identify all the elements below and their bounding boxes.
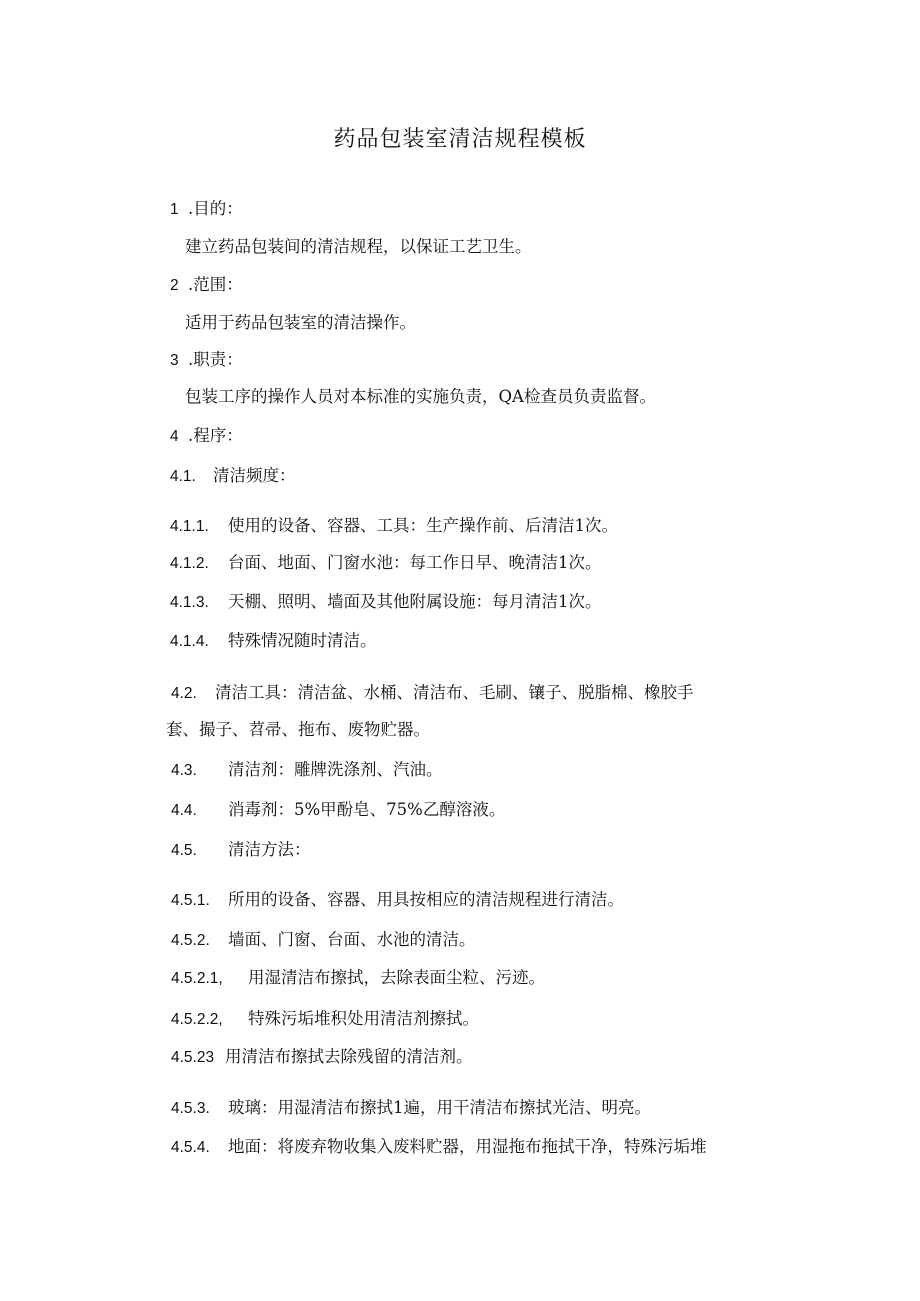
paragraph-text: 包装工序的操作人员对本标准的实施负责，QA检查员负责监督。 <box>185 387 656 406</box>
document-title: 药品包装室清洁规程模板 <box>333 127 587 152</box>
clause-number: 4.5.3. <box>171 1100 210 1117</box>
section-number: 4 <box>170 428 179 445</box>
clause-text: 墙面、门窗、台面、水池的清洁。 <box>228 930 476 949</box>
paragraph-text: 适用于药品包装室的清洁操作。 <box>185 313 416 332</box>
clause <box>170 553 602 574</box>
clause <box>171 1098 651 1119</box>
paragraph-continuation <box>166 720 430 740</box>
clause-text: 清洁方法： <box>228 840 311 859</box>
clause-text: 使用的设备、容器、工具：生产操作前、后清洁1次。 <box>228 516 618 535</box>
clause-text: 消毒剂：5%甲酚皂、75%乙醇溶液。 <box>228 800 506 819</box>
clause-number: 4.5.2.2, <box>171 1011 223 1028</box>
clause-text: 玻璃：用湿清洁布擦拭1遍，用干清洁布擦拭光洁、明亮。 <box>228 1098 651 1117</box>
clause-number: 4.5.1. <box>171 892 210 909</box>
section-heading <box>170 199 243 220</box>
clause-text: 用湿清洁布擦拭，去除表面尘粒、污迹。 <box>248 968 545 987</box>
clause-number: 4.5.2. <box>171 932 210 949</box>
clause <box>170 631 377 652</box>
clause-text: 清洁频度： <box>213 466 296 485</box>
clause-number: 4.2. <box>171 685 197 702</box>
clause-number: 4.1.2. <box>170 555 209 572</box>
clause <box>171 968 545 989</box>
clause-text: 清洁工具：清洁盆、水桶、清洁布、毛刷、镶子、脱脂棉、橡胶手 <box>215 683 694 702</box>
paragraph <box>185 313 416 333</box>
clause-number: 4.3. <box>171 762 197 779</box>
clause-number: 4.1.4. <box>170 633 209 650</box>
section-number: 2 <box>170 277 179 294</box>
clause <box>171 1047 473 1068</box>
clause-text: 天棚、照明、墙面及其他附属设施：每月清洁1次。 <box>228 592 602 611</box>
paragraph <box>185 237 532 257</box>
clause-number: 4.1.1. <box>170 518 209 535</box>
clause-text: 特殊污垢堆积处用清洁剂擦拭。 <box>248 1009 479 1028</box>
section-heading <box>170 275 243 296</box>
clause <box>171 840 311 861</box>
clause <box>170 516 618 537</box>
clause <box>170 466 296 487</box>
paragraph-text: 建立药品包装间的清洁规程，以保证工艺卫生。 <box>185 237 532 256</box>
clause <box>171 1009 479 1030</box>
clause-number: 4.1. <box>170 468 196 485</box>
clause <box>170 592 602 613</box>
clause-text: 特殊情况随时清洁。 <box>228 631 377 650</box>
paragraph <box>185 387 656 407</box>
clause-text: 台面、地面、门窗水池：每工作日早、晚清洁1次。 <box>228 553 602 572</box>
clause <box>171 760 443 781</box>
paragraph-text: 套、撮子、苕帚、拖布、废物贮器。 <box>166 720 430 739</box>
clause-number: 4.1.3. <box>170 594 209 611</box>
clause <box>171 800 505 821</box>
section-text: .职责： <box>188 350 243 369</box>
clause-number: 4.5.4. <box>171 1139 210 1156</box>
clause <box>171 1137 707 1158</box>
clause-text: 清洁剂：雕牌洗涤剂、汽油。 <box>228 760 443 779</box>
section-text: .目的： <box>188 199 243 218</box>
clause-text: 用清洁布擦拭去除残留的清洁剂。 <box>225 1047 473 1066</box>
clause-number: 4.5.23 <box>171 1049 215 1066</box>
clause-number: 4.5. <box>171 842 197 859</box>
clause-number: 4.5.2.1, <box>171 970 223 987</box>
section-number: 3 <box>170 352 179 369</box>
section-text: .程序： <box>188 426 243 445</box>
clause <box>171 890 624 911</box>
clause-number: 4.4. <box>171 802 197 819</box>
clause-text: 地面：将废弃物收集入废料贮器，用湿拖布拖拭干净，特殊污垢堆 <box>228 1137 707 1156</box>
section-heading <box>170 426 243 447</box>
section-number: 1 <box>170 201 179 218</box>
clause <box>171 683 694 704</box>
section-text: .范围： <box>188 275 243 294</box>
clause <box>171 930 476 951</box>
clause-text: 所用的设备、容器、用具按相应的清洁规程进行清洁。 <box>228 890 624 909</box>
section-heading <box>170 350 243 371</box>
